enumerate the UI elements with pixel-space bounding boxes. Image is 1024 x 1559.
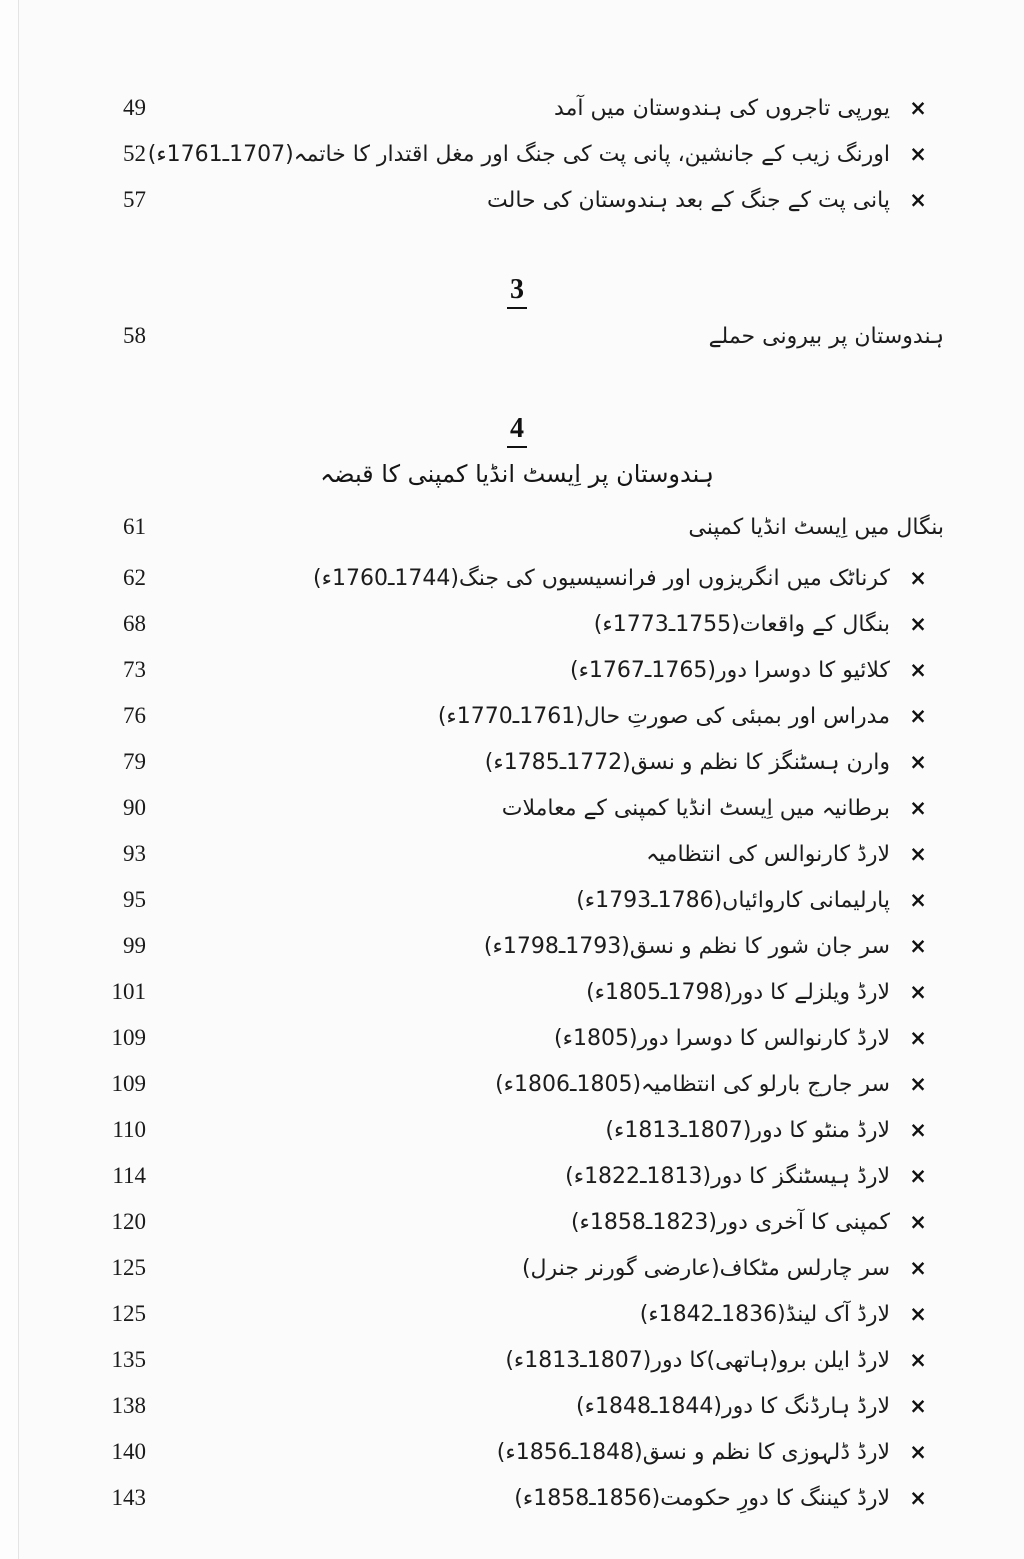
entry-title: پارلیمانی کاروائیاں(1786ـ1793ء) (576, 887, 890, 913)
toc-entry (100, 601, 946, 647)
entry-title: لارڈ منٹو کا دور(1807ـ1813ء) (605, 1117, 890, 1143)
entry-title: بنگال میں اِیسٹ انڈیا کمپنی (688, 514, 944, 540)
cross-marker-icon: × (909, 1118, 927, 1142)
cross-marker-icon: × (909, 1210, 927, 1234)
page-number: 135 (111, 1347, 146, 1372)
entry-title: لارڈ ایلن برو(ہاتھی)کا دور(1807ـ1813ء) (505, 1347, 890, 1373)
toc-entry (100, 647, 946, 693)
page-number: 143 (111, 1485, 146, 1510)
entry-title: لارڈ کیننگ کا دورِ حکومت(1856ـ1858ء) (514, 1485, 890, 1511)
entry-title: لارڈ ڈلہوزی کا نظم و نسق(1848ـ1856ء) (496, 1439, 890, 1465)
page-number: 101 (111, 979, 146, 1004)
toc-entry (100, 739, 946, 785)
entry-title: سر چارلس مٹکاف(عارضی گورنر جنرل) (521, 1255, 890, 1281)
page-number: 110 (112, 1117, 146, 1142)
page-number: 109 (111, 1071, 146, 1096)
entry-title: کمپنی کا آخری دور(1823ـ1858ء) (570, 1209, 890, 1235)
toc-entry (100, 504, 946, 550)
toc-entry (100, 1199, 946, 1245)
toc-entry (100, 1107, 946, 1153)
page-number: 62 (123, 565, 146, 590)
cross-marker-icon: × (909, 612, 927, 636)
cross-marker-icon: × (909, 842, 927, 866)
toc-entry (100, 1337, 946, 1383)
toc-entry (100, 693, 946, 739)
cross-marker-icon: × (909, 566, 927, 590)
page-number: 79 (123, 749, 146, 774)
cross-marker-icon: × (909, 980, 927, 1004)
entry-title: پانی پت کے جنگ کے بعد ہندوستان کی حالت (487, 187, 890, 213)
entry-title: لارڈ ہارڈنگ کا دور(1844ـ1848ء) (576, 1393, 890, 1419)
cross-marker-icon: × (909, 1394, 927, 1418)
cross-marker-icon: × (909, 188, 927, 212)
section-number: 3 (507, 275, 527, 309)
cross-marker-icon: × (909, 704, 927, 728)
page-number: 109 (111, 1025, 146, 1050)
cross-marker-icon: × (909, 1302, 927, 1326)
entry-title: لارڈ ویلزلے کا دور(1798ـ1805ء) (586, 979, 890, 1005)
toc-entry (100, 923, 946, 969)
toc-entry (100, 969, 946, 1015)
section-4-subtitle: ہندوستان پر اِیسٹ انڈیا کمپنی کا قبضہ (320, 460, 714, 488)
page-number: 76 (123, 703, 146, 728)
entry-title: لارڈ کارنوالس کا دوسرا دور(1805ء) (554, 1025, 890, 1051)
scan-edge-line (18, 0, 19, 1559)
section-3-heading (100, 275, 946, 313)
toc-content (100, 0, 946, 1521)
page-number: 93 (123, 841, 146, 866)
toc-entry (100, 1153, 946, 1199)
entry-title: کرناٹک میں انگریزوں اور فرانسیسیوں کی جنگ(1744ـ1760ء) (313, 565, 890, 591)
cross-marker-icon: × (909, 1026, 927, 1050)
section-4-heading (100, 414, 946, 452)
toc-entry (100, 785, 946, 831)
cross-marker-icon: × (909, 1348, 927, 1372)
cross-marker-icon: × (909, 96, 927, 120)
toc-entry (100, 1245, 946, 1291)
entry-title: لارڈ آک لینڈ(1836ـ1842ء) (639, 1301, 890, 1327)
page-number: 125 (111, 1255, 146, 1280)
page-number: 68 (123, 611, 146, 636)
toc-entry (100, 1429, 946, 1475)
entry-title: برطانیہ میں اِیسٹ انڈیا کمپنی کے معاملات (501, 795, 890, 821)
toc-entry (100, 313, 946, 359)
toc-entry (100, 831, 946, 877)
page-number: 49 (123, 95, 146, 120)
entry-title: لارڈ کارنوالس کی انتظامیہ (646, 841, 890, 867)
cross-marker-icon: × (909, 796, 927, 820)
cross-marker-icon: × (909, 750, 927, 774)
toc-entry (100, 555, 946, 601)
toc-entry (100, 131, 946, 177)
page-number: 99 (123, 933, 146, 958)
entry-title: ہندوستان پر بیرونی حملے (708, 323, 944, 349)
page-number: 114 (112, 1163, 146, 1188)
page-number: 57 (123, 187, 146, 212)
page-number: 90 (123, 795, 146, 820)
page-number: 52 (123, 141, 146, 166)
toc-entry (100, 1383, 946, 1429)
cross-marker-icon: × (909, 142, 927, 166)
section-number: 4 (507, 414, 527, 448)
page-number: 120 (111, 1209, 146, 1234)
entry-title: اورنگ زیب کے جانشین، پانی پت کی جنگ اور مغل اقتدار کا خاتمہ(1707ـ1761ء) (147, 141, 890, 167)
toc-entry (100, 1475, 946, 1521)
page-number: 138 (111, 1393, 146, 1418)
page-number: 140 (111, 1439, 146, 1464)
page-number: 95 (123, 887, 146, 912)
cross-marker-icon: × (909, 888, 927, 912)
cross-marker-icon: × (909, 1164, 927, 1188)
cross-marker-icon: × (909, 1256, 927, 1280)
toc-entry (100, 877, 946, 923)
cross-marker-icon: × (909, 1486, 927, 1510)
toc-entry (100, 1291, 946, 1337)
entry-title: سر جارج بارلو کی انتظامیہ(1805ـ1806ء) (495, 1071, 890, 1097)
toc-entry (100, 1061, 946, 1107)
entry-title: کلائیو کا دوسرا دور(1765ـ1767ء) (569, 657, 890, 683)
cross-marker-icon: × (909, 934, 927, 958)
page-number: 125 (111, 1301, 146, 1326)
cross-marker-icon: × (909, 1440, 927, 1464)
entry-title: لارڈ ہیسٹنگز کا دور(1813ـ1822ء) (565, 1163, 890, 1189)
entry-title: سر جان شور کا نظم و نسق(1793ـ1798ء) (483, 933, 890, 959)
entry-title: بنگال کے واقعات(1755ـ1773ء) (593, 611, 890, 637)
page-number: 58 (123, 323, 146, 348)
toc-entry (100, 1015, 946, 1061)
toc-entry (100, 85, 946, 131)
entry-title: مدراس اور بمبئی کی صورتِ حال(1761ـ1770ء) (437, 703, 890, 729)
toc-entry (100, 177, 946, 223)
scan-edge-strip (0, 0, 18, 1559)
cross-marker-icon: × (909, 1072, 927, 1096)
cross-marker-icon: × (909, 658, 927, 682)
entry-title: وارن ہسٹنگز کا نظم و نسق(1772ـ1785ء) (484, 749, 890, 775)
entry-title: یورپی تاجروں کی ہندوستان میں آمد (554, 95, 890, 121)
page-number: 73 (123, 657, 146, 682)
page-number: 61 (123, 514, 146, 539)
